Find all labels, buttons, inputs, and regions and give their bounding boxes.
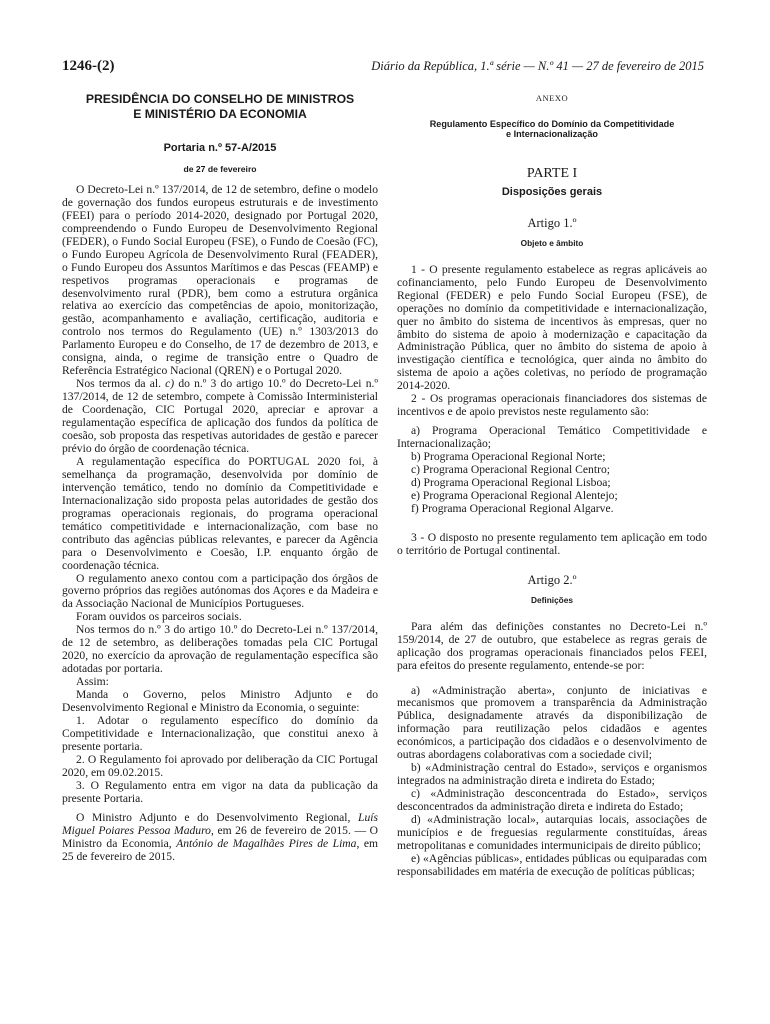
paragraph-11: 3. O Regulamento entra em vigor na data da publicação da presente Portaria.	[62, 778, 378, 805]
paragraph-10: 2. O Regulamento foi aprovado por deliberação da CIC Portugal 2020, em 09.02.2015.	[62, 752, 378, 779]
page-header	[62, 58, 704, 76]
right-column	[397, 92, 707, 879]
article-2-intro: Para além das definições constantes no Decreto-Lei n.º 159/2014, de 27 de outubro, que estabelece as regras gerais de aplicação dos programas operacionais financiados pelos FEEI, para efeitos do presente regulamento, entende-se por:	[397, 619, 707, 672]
list-item: f) Programa Operacional Regional Algarve.	[411, 501, 614, 515]
list-item: e) Programa Operacional Regional Alentejo;	[411, 488, 618, 502]
article-1-paragraph-2: 2 - Os programas operacionais financiadores dos sistemas de incentivos e de apoio previstos neste regulamento são:	[397, 392, 707, 419]
annex-label: ANEXO	[535, 93, 569, 103]
paragraph-9: 1. Adotar o regulamento específico do domínio da Competitividade e Internacionalização, que constitui anexo à presente portaria.	[62, 713, 378, 753]
definition-item: a) «Administração aberta», conjunto de iniciativas e mecanismos que promovem a transparência da Administração Pública, designadamente através da disponibilização de informação para reutilização pelos cidadãos e agentes económicos, a participação dos cidadãos e o desenvolvimento de outras abordagens colaborativas com a sociedade civil;	[397, 683, 707, 762]
paragraph-3: A regulamentação específica do PORTUGAL 2020 foi, à semelhança da programação, desenvolvida por domínio de intervenção temático, tendo no domínio da Competitividade e Internacionalização sido proposta pelas autoridades de gestão dos programas operacionais regionais, do programa operacional temático competitividade e internacionalização, com base no contributo das agências públicas relevantes, e parecer da Agência para o Desenvolvimento e Coesão, I.P. enquanto órgão de coordenação técnica.	[62, 454, 378, 572]
article-1-heading: Artigo 1.º	[527, 215, 577, 230]
journal-title: Diário da República, 1.ª série — N.º 41 — 27 de fevereiro de 2015	[371, 59, 704, 73]
paragraph-6: Nos termos do n.º 3 do artigo 10.º do Decreto-Lei n.º 137/2014, de 12 de setembro, as deliberações tomadas pela CIC Portugal 2020, no exercício da aprovação de regulamentação específica são adotadas por portaria.	[62, 623, 378, 676]
paragraph-1: O Decreto-Lei n.º 137/2014, de 12 de setembro, define o modelo de governação dos fundos europeus estruturais e de investimento (FEEI) para o período 2014-2020, designado por Portugal 2020, compreendendo o Fundo Europeu de Desenvolvimento Regional (FEDER), o Fundo Social Europeu (FSE), o Fundo de Coesão (FC), o Fundo Europeu Agrícola de Desenvolvimento Rural (FEADER), o Fundo Europeu dos Assuntos Marítimos e das Pescas (FEAMP) e respetivos programas operacionais e programas de desenvolvimento rural (PDR), bem como a estrutura orgânica relativa ao exercício das competências de apoio, monitorização, gestão, acompanhamento e avaliação, certificação, auditoria e controlo nos termos do Regulamento (UE) n.º 1303/2013 do Parlamento Europeu e do Conselho, de 17 de dezembro de 2013, e consigna, ainda, o regime de transição entre o Quadro de Referência Estratégico Nacional (QREN) e o Portugal 2020.	[62, 182, 378, 378]
portaria-date: de 27 de fevereiro	[183, 163, 257, 174]
definition-item: c) «Administração desconcentrada do Estado», serviços desconcentrados da administração direta e indireta do Estado;	[397, 787, 707, 814]
paragraph-4: O regulamento anexo contou com a participação dos órgãos de governo próprios das regiões autónomas dos Açores e da Madeira e da Associação Nacional de Municípios Portugueses.	[62, 571, 378, 611]
paragraph-2: Nos termos da al. c) do n.º 3 do artigo 10.º do Decreto-Lei n.º 137/2014, de 12 de setembro, compete à Comissão Interministerial de Coordenação, CIC Portugal 2020, apreciar e aprovar a regulamentação específica de aplicação dos fundos da política de coesão, sob proposta das respetivas autoridades de gestão e parecer prévio do órgão de coordenação técnica.	[62, 377, 378, 455]
list-item: a) Programa Operacional Temático Competitividade e Internacionalização;	[397, 424, 707, 451]
definition-item: b) «Administração central do Estado», serviços e organismos integrados na administração direta e indireta do Estado;	[397, 761, 707, 788]
ministry-heading	[62, 92, 378, 122]
article-2-heading: Artigo 2.º	[527, 572, 577, 587]
definition-item: e) «Agências públicas», entidades públicas ou equiparadas com responsabilidades em matéria de execução de políticas públicas;	[397, 851, 707, 878]
part-subtitle: Disposições gerais	[501, 185, 603, 198]
article-2-title: Definições	[531, 594, 573, 605]
definitions-list	[397, 685, 707, 879]
paragraph-7: Assim:	[76, 675, 109, 689]
paragraph-8: Manda o Governo, pelos Ministro Adjunto e do Desenvolvimento Regional e Ministro da Economia, o seguinte:	[62, 688, 378, 715]
ministry-line-1: PRESIDÊNCIA DO CONSELHO DE MINISTROS	[85, 92, 355, 106]
regulation-title-line-1: Regulamento Específico do Domínio da Competitividade	[429, 118, 675, 129]
article-1-paragraph-1: 1 - O presente regulamento estabelece as regras aplicáveis ao cofinanciamento, pelo Fundo Europeu de Desenvolvimento Regional (FEDER) e pelo Fundo Social Europeu (FSE), de operações no domínio da competitividade e internacionalização, quer no âmbito do sistema de incentivos às empresas, quer no âmbito do sistema de apoio à modernização e capacitação da Administração Pública, quer no âmbito do sistema de apoio à investigação científica e tecnológica, quer ainda no âmbito do sistema de apoio a ações coletivas, no período de programação 2014-2020.	[397, 262, 707, 393]
part-heading: PARTE I	[526, 165, 578, 181]
article-1-paragraph-3: 3 - O disposto no presente regulamento tem aplicação em todo o território de Portugal continental.	[397, 530, 707, 557]
portaria-title: Portaria n.º 57-A/2015	[163, 142, 277, 154]
list-item: b) Programa Operacional Regional Norte;	[411, 450, 606, 464]
list-item: d) Programa Operacional Regional Lisboa;	[411, 476, 611, 490]
paragraph-5: Foram ouvidos os parceiros sociais.	[76, 610, 242, 624]
list-item: c) Programa Operacional Regional Centro;	[411, 463, 610, 477]
article-1-title: Objeto e âmbito	[520, 237, 584, 248]
programme-list	[397, 425, 707, 516]
regulation-title	[397, 119, 707, 140]
definition-item: d) «Administração local», autarquias locais, associações de municípios e de freguesias regularmente constituídas, áreas metropolitanas e comunidades intermunicipais de direito público;	[397, 813, 707, 852]
ministry-line-2: E MINISTÉRIO DA ECONOMIA	[133, 107, 307, 121]
page-number: 1246-(2)	[62, 58, 115, 74]
regulation-title-line-2: e Internacionalização	[506, 129, 598, 140]
left-column	[62, 92, 378, 863]
signature-paragraph: O Ministro Adjunto e do Desenvolvimento Regional, Luís Miguel Poiares Pessoa Maduro, em 26 de fevereiro de 2015. — O Ministro da Economia, António de Magalhães Pires de Lima, em 25 de fevereiro de 2015.	[62, 810, 378, 863]
